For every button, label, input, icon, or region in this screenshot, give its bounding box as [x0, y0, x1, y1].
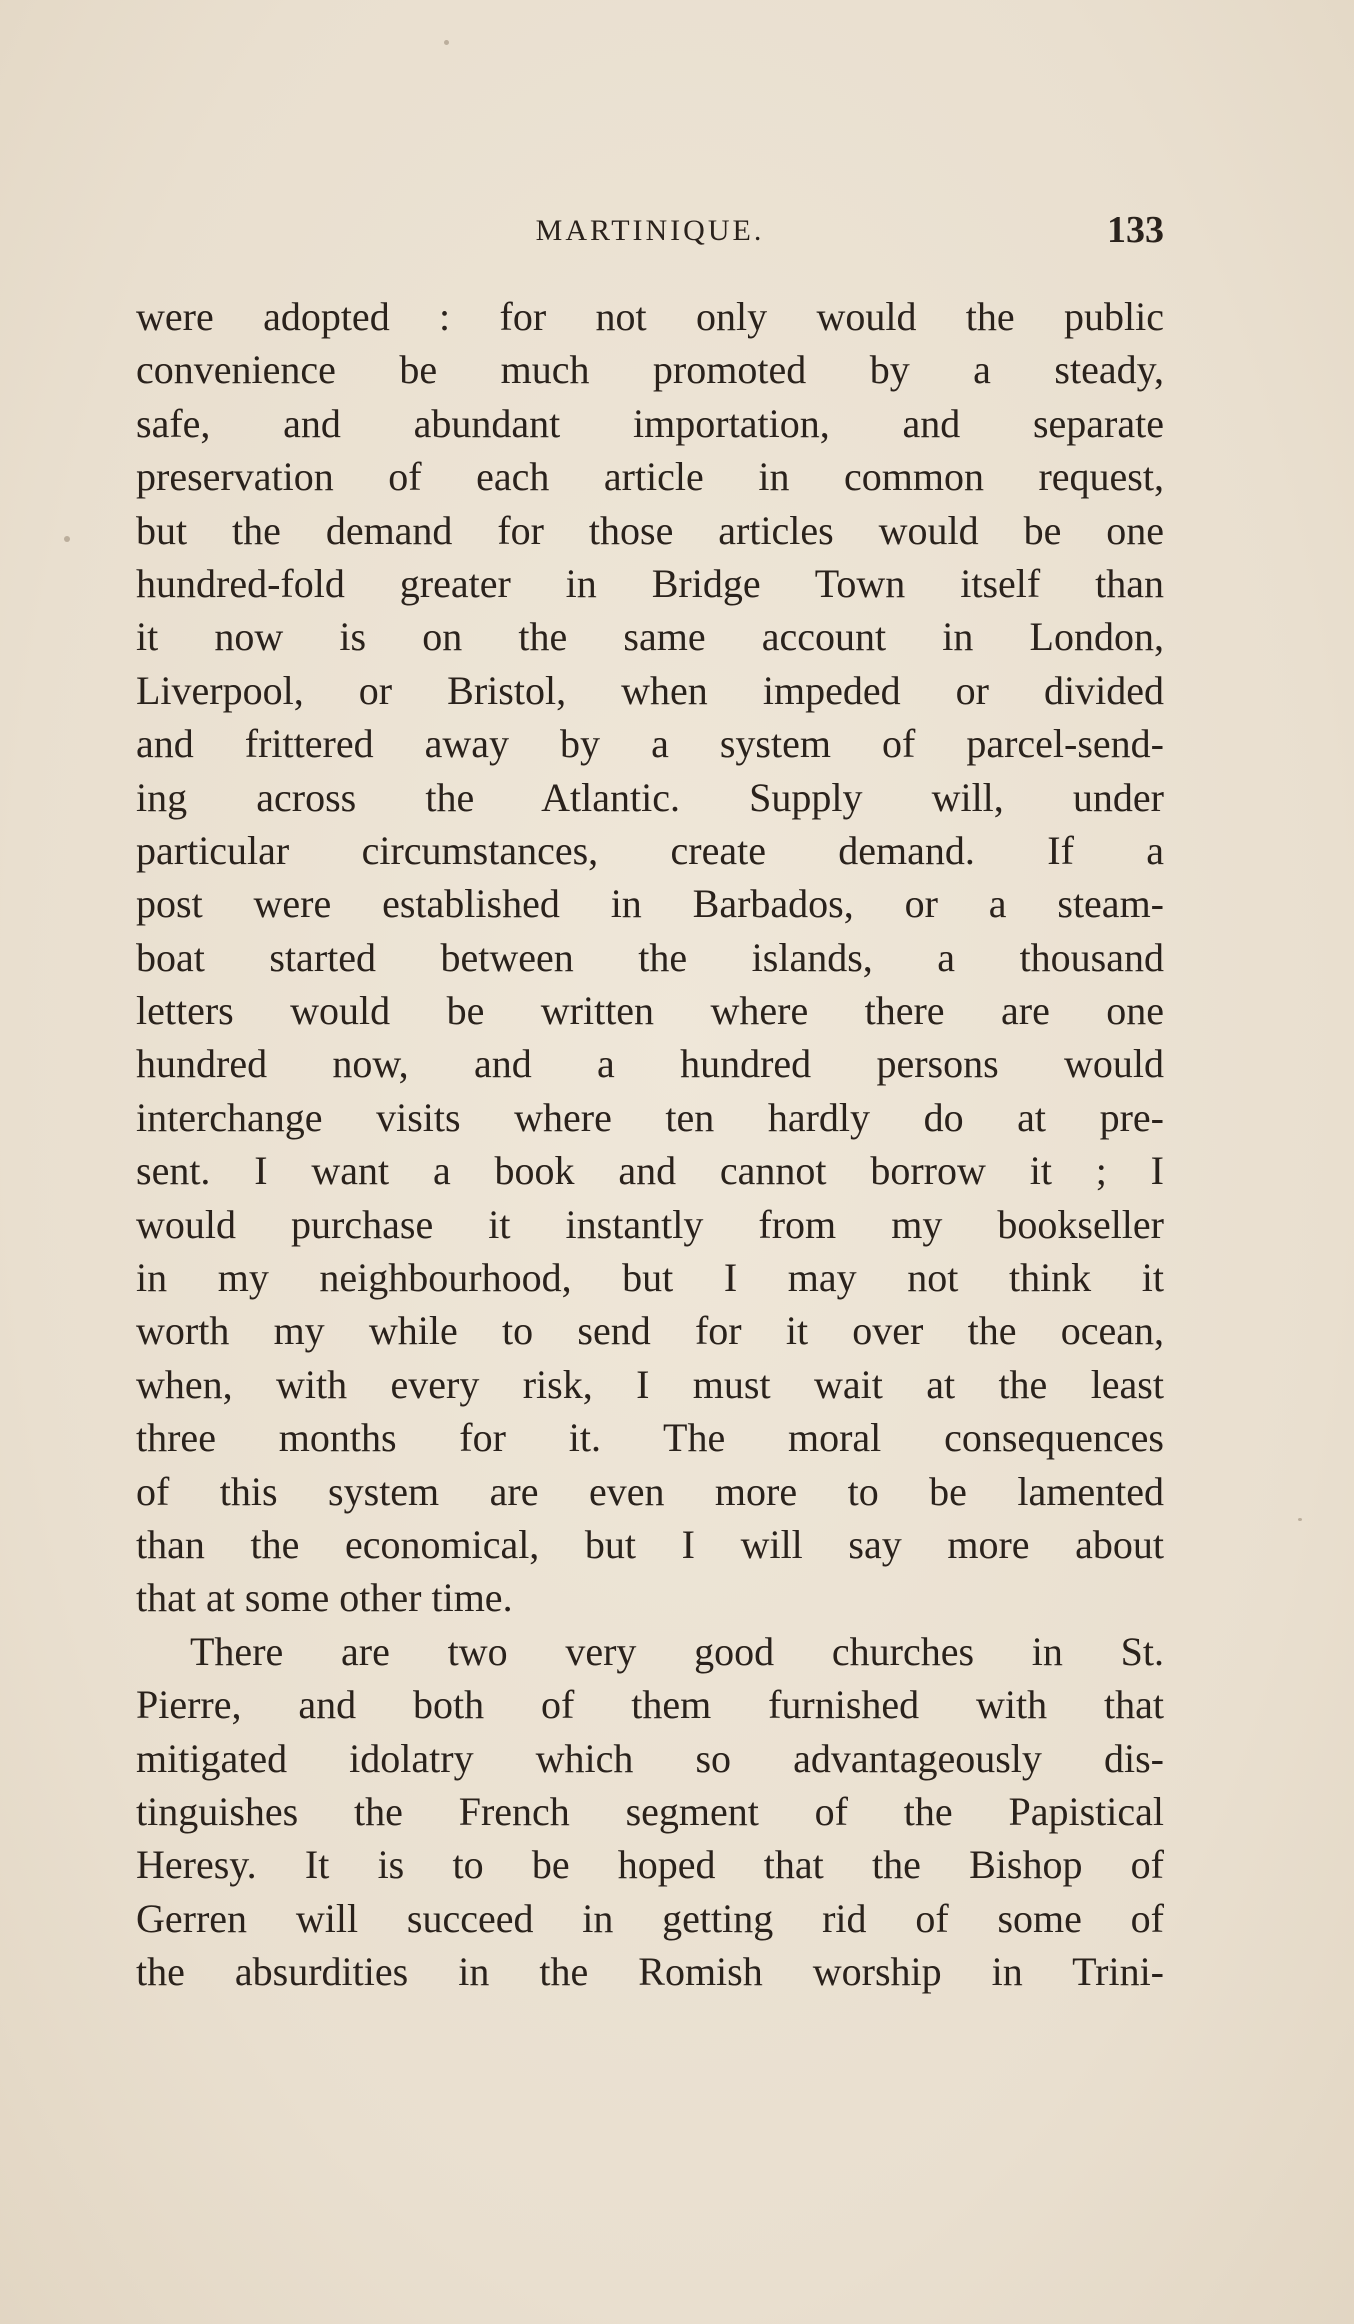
text-line: were adopted : for not only would the public: [136, 294, 1164, 339]
text-line: preservation of each article in common request,: [136, 454, 1164, 500]
text-line: when, with every risk, I must wait at the least: [136, 1361, 1164, 1407]
paper-speck: [444, 40, 449, 45]
page-number: 133: [1107, 209, 1164, 251]
running-head: [136, 208, 1164, 264]
text-line: boat started between the islands, a thousand: [136, 934, 1164, 980]
running-title: MARTINIQUE.: [535, 214, 765, 247]
text-line: mitigated idolatry which so advantageously dis-: [136, 1735, 1164, 1781]
text-line: ing across the Atlantic. Supply will, under: [136, 774, 1164, 820]
text-line: particular circumstances, create demand. If a: [136, 827, 1164, 873]
paper-speck: [64, 536, 70, 542]
text-line: Pierre, and both of them furnished with that: [136, 1682, 1164, 1728]
text-line: tinguishes the French segment of the Papistical: [136, 1788, 1164, 1834]
paragraph-start-line: There are two very good churches in St.: [190, 1628, 1164, 1674]
text-line: of this system are even more to be lamented: [136, 1468, 1164, 1514]
body-text: [136, 290, 1164, 1999]
paper-speck: [1298, 1518, 1302, 1521]
text-line: and frittered away by a system of parcel-send-: [136, 721, 1164, 767]
text-line: post were established in Barbados, or a steam-: [136, 881, 1164, 927]
text-line: hundred-fold greater in Bridge Town itself than: [136, 560, 1164, 606]
text-line: it now is on the same account in London,: [136, 614, 1164, 660]
text-line: Heresy. It is to be hoped that the Bishop of: [136, 1842, 1164, 1888]
text-line: sent. I want a book and cannot borrow it ; I: [136, 1148, 1164, 1194]
text-line: safe, and abundant importation, and separate: [136, 400, 1164, 446]
text-line: Liverpool, or Bristol, when impeded or divided: [136, 667, 1164, 713]
text-line: interchange visits where ten hardly do at pre-: [136, 1094, 1164, 1140]
text-line: letters would be written where there are one: [136, 988, 1164, 1034]
text-line: in my neighbourhood, but I may not think it: [136, 1255, 1164, 1301]
text-line: the absurdities in the Romish worship in Trini-: [136, 1949, 1164, 1995]
text-line: would purchase it instantly from my bookseller: [136, 1201, 1164, 1247]
text-line: but the demand for those articles would be one: [136, 507, 1164, 553]
text-line: three months for it. The moral consequences: [136, 1415, 1164, 1461]
paragraph-end-line: that at some other time.: [136, 1575, 513, 1621]
text-line: Gerren will succeed in getting rid of some of: [136, 1895, 1164, 1941]
text-line: hundred now, and a hundred persons would: [136, 1041, 1164, 1087]
text-line: convenience be much promoted by a steady,: [136, 347, 1164, 393]
text-line: worth my while to send for it over the ocean,: [136, 1308, 1164, 1354]
text-line: than the economical, but I will say more about: [136, 1521, 1164, 1567]
